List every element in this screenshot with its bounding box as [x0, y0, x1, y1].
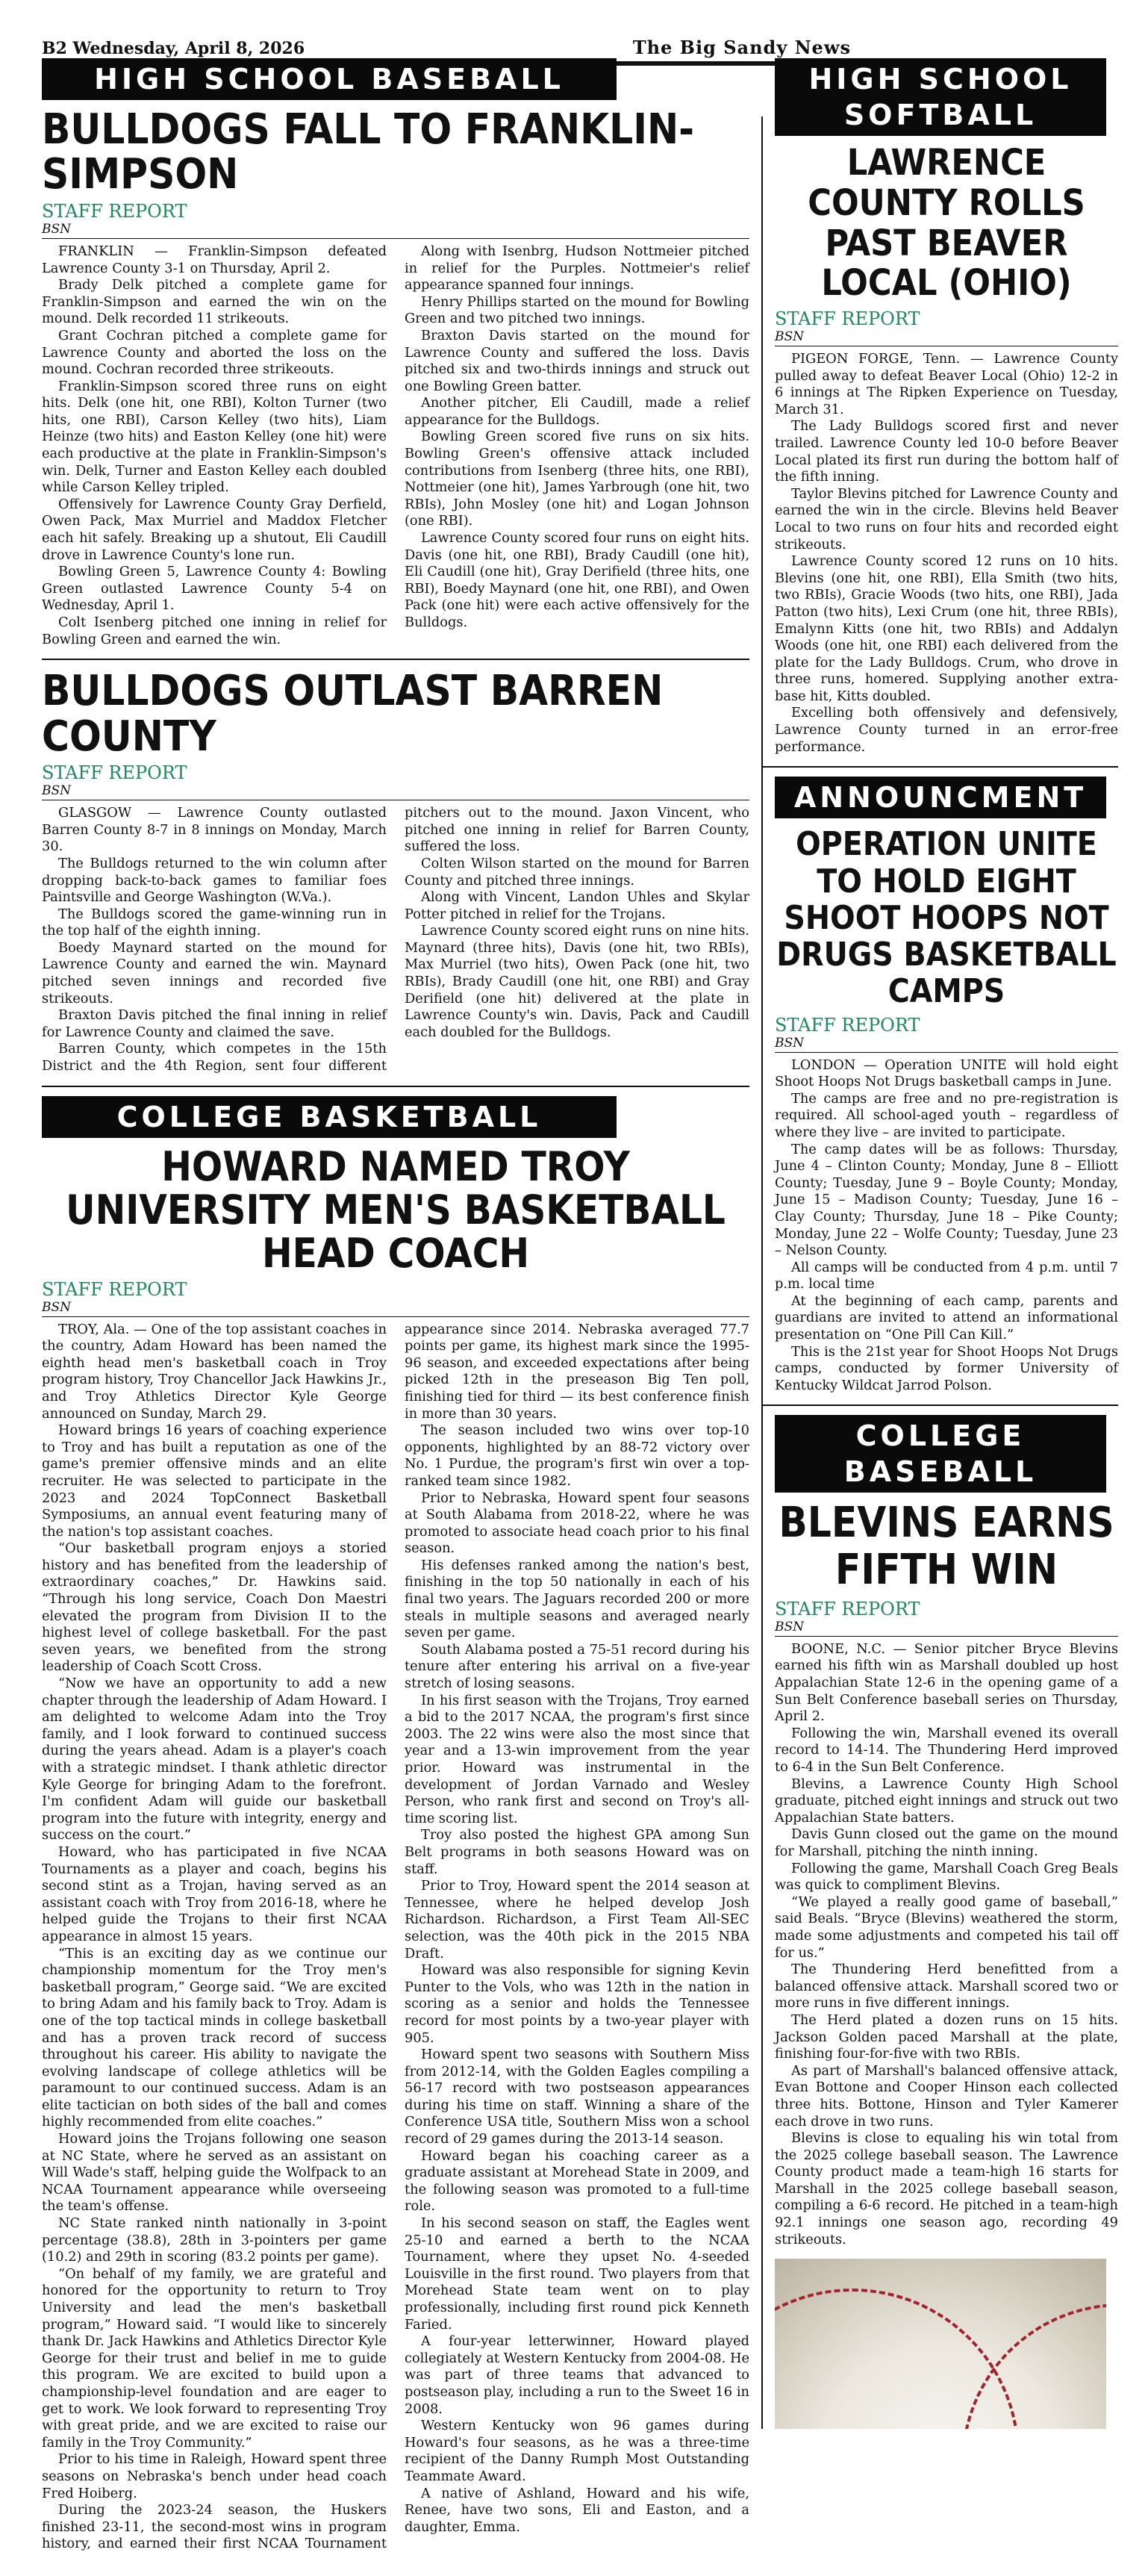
story-headline: BULLDOGS FALL TO FRANKLIN-SIMPSON — [42, 105, 695, 199]
paragraph: BOONE, N.C. — Senior pitcher Bryce Blevins earned his fifth win as Marshall doubled up host Appalachian State 12-6 in the opening game of a Sun Belt Conference baseball series on Thursday, April 2. — [775, 1640, 1118, 1725]
story-headline: BULLDOGS OUTLAST BARREN COUNTY — [42, 667, 664, 761]
paragraph: A native of Ashland, Howard and his wife, Renee, have two sons, Eli and Easton, and a daughter, Emma. — [405, 2485, 749, 2535]
story-howard-troy — [42, 1096, 749, 2553]
section-kicker: ANNOUNCMENT — [775, 777, 1106, 818]
byline: STAFF REPORT — [42, 200, 187, 222]
paragraph: Lawrence County scored eight runs on nine hits. Maynard (three hits), Davis (one hit, two RBIs), Max Murriel (two hits), Owen Pack (one hit, two RBIs), Brady Caudill (one hit, one RBI) and Gray Derifield (one hit) delivered at the plate in Lawrence County's win. Davis, Pack and Caudill each doubled for the Bulldogs. — [405, 923, 749, 1040]
paragraph: The Herd plated a dozen runs on 15 hits. Jackson Golden paced Marshall at the plate, finishing four-for-five with two RBIs. — [775, 2012, 1118, 2062]
byline: STAFF REPORT — [775, 1014, 920, 1036]
paragraph: This is the 21st year for Shoot Hoops Not Drugs camps, conducted by former University of Kentucky Wildcat Jarrod Polson. — [775, 1343, 1118, 1393]
paragraph: PIGEON FORGE, Tenn. — Lawrence County pulled away to defeat Beaver Local (Ohio) 12-2 in 6 innings at The Ripken Experience on Tuesday, March 31. — [775, 351, 1118, 417]
divider — [42, 1086, 749, 1087]
paragraph: Western Kentucky won 96 games during Howard's four seasons, as he was a three-time recipient of the Danny Rumph Most Outstanding Teammate Award. — [405, 2418, 749, 2484]
paragraph: The Thundering Herd benefitted from a balanced offensive attack. Marshall scored two or more runs in five different innings. — [775, 1961, 1118, 2012]
byline: STAFF REPORT — [42, 762, 187, 784]
divider — [763, 1404, 1118, 1406]
byline: STAFF REPORT — [42, 1278, 187, 1300]
paragraph: In his first season with the Trojans, Troy earned a bid to the 2017 NCAA, the program's first since 2003. The 22 wins were also the most since that year and a 13-win improvement from the year prior. Howard was instrumental in the development of Jordan Varnado and Wesley Person, who rank first and second on Troy's all-time scoring list. — [405, 1692, 749, 1826]
source-label: BSN — [42, 783, 749, 800]
source-label: BSN — [42, 1300, 749, 1317]
paragraph: Franklin-Simpson scored three runs on eight hits. Delk (one hit, one RBI), Kolton Turner (two hits, one RBI), Carson Kelley (two hits), Liam Heinze (two hits) and Easton Kelley (one hit) were each productive at the plate in Franklin-Simpson's win. Delk, Turner and Easton Kelley each doubled while Carson Kelley tripled. — [42, 378, 387, 496]
paragraph: Prior to Troy, Howard spent the 2014 season at Tennessee, where he helped develop Josh Richardson. Richardson, a First Team All-SEC selection, was the 40th pick in the 2015 NBA Draft. — [405, 1878, 749, 1961]
paragraph: Troy also posted the highest GPA among Sun Belt programs in both seasons Howard was on staff. — [405, 1827, 749, 1877]
byline: STAFF REPORT — [775, 1598, 920, 1620]
paragraph: Prior to Nebraska, Howard spent four seasons at South Alabama from 2018-22, where he was promoted to associate head coach prior to his final season. — [405, 1490, 749, 1557]
paragraph: Braxton Davis started on the mound for Lawrence County and suffered the loss. Davis pitched six and two-thirds innings and struck out one Bowling Green batter. — [405, 327, 749, 394]
paragraph: Davis Gunn closed out the game on the mound for Marshall, pitching the ninth inning. — [775, 1826, 1118, 1860]
paragraph: Along with Vincent, Landon Uhles and Skylar Potter pitched in relief for the Trojans. — [405, 889, 749, 922]
paragraph: Braxton Davis pitched the final inning in relief for Lawrence County and claimed the save. — [42, 1007, 387, 1040]
section-kicker: COLLEGE BASEBALL — [775, 1415, 1106, 1493]
story-bulldogs-barren — [42, 669, 749, 1074]
sidebar-column — [761, 63, 1118, 2429]
paragraph: The Lady Bulldogs scored first and never trailed. Lawrence County led 10-0 before Beaver Local plated its first run during the bottom half of the fifth inning. — [775, 418, 1118, 485]
paragraph: At the beginning of each camp, parents and guardians are invited to attend an informational presentation on “One Pill Can Kill.” — [775, 1292, 1118, 1343]
paragraph: “Our basketball program enjoys a storied history and has benefited from the leadership of extraordinary coaches,” Dr. Hawkins said. “Through his long service, Coach Don Maestri elevated the program from Division II to the highest level of college basketball. For the past seven years, we benefited from the strong leadership of Coach Scott Cross. — [42, 1540, 387, 1675]
story-body — [775, 351, 1118, 756]
paragraph: In his second season on staff, the Eagles went 25-10 and earned a berth to the NCAA Tournament, where they upset No. 4-seeded Louisville in the first round. Two players from that Morehead State team went on to play professionally, including first round pick Kenneth Faried. — [405, 2215, 749, 2333]
paragraph: GLASGOW — Lawrence County outlasted Barren County 8-7 in 8 innings on Monday, March 30. — [42, 805, 387, 855]
paragraph: LONDON — Operation UNITE will hold eight Shoot Hoops Not Drugs basketball camps in June. — [775, 1057, 1118, 1090]
story-bulldogs-franklin — [42, 58, 749, 648]
main-column — [42, 63, 749, 2553]
paragraph: Another pitcher, Eli Caudill, made a relief appearance for the Bulldogs. — [405, 395, 749, 428]
paragraph: During the 2023-24 season, the Huskers finished 23-11, the second-most wins in program history, and earned their first NCAA Tournament appearance since 2014. Nebraska averaged 77.7 points per game, its highest mark since the 1995-96 season, and exceeded expectations after being picked 12th in the preseason Big Ten poll, finishing tied for third — its best conference finish in more than 30 years. — [42, 1321, 749, 2552]
paragraph: Barren County, which competes in the 15th District and the 4th Region, sent four different pitchers out to the mound. Jaxon Vincent, who pitched one inning in relief for Barren County, suffered the loss. — [42, 805, 749, 1074]
paragraph: FRANKLIN — Franklin-Simpson defeated Lawrence County 3-1 on Thursday, April 2. — [42, 243, 387, 276]
story-headline: LAWRENCE COUNTY ROLLS PAST BEAVER LOCAL (OHIO) — [808, 142, 1085, 305]
paragraph: Howard spent two seasons with Southern Miss from 2012-14, with the Golden Eagles compiling a 56-17 record with two postseason appearances during his time on staff. Winning a share of the Conference USA title, Southern Miss won a school record of 29 games during the 2013-14 season. — [405, 2047, 749, 2147]
paragraph: Howard, who has participated in five NCAA Tournaments as a player and coach, begins his second stint as a Trojan, having served as an assistant coach with Troy from 2016-18, where he helped guide the Trojans to their first NCAA appearance in almost 15 years. — [42, 1844, 387, 1944]
paragraph: All camps will be conducted from 4 p.m. until 7 p.m. local time — [775, 1259, 1118, 1292]
story-headline: BLEVINS EARNS FIFTH WIN — [779, 1499, 1114, 1595]
paragraph: “This is an exciting day as we continue our championship momentum for the Troy men's basketball program,” George said. “We are excited to bring Adam and his family back to Troy. Adam is one of the top tactical minds in college basketball and has a proven track record of success throughout his career. His ability to navigate the evolving landscape of college athletics will be paramount to our continued success. Adam is an elite tactician on both sides of the ball and comes highly recommended from elite coaches.” — [42, 1945, 387, 2130]
paragraph: His defenses ranked among the nation's best, finishing in the top 50 nationally in each of his final two years. The Jaguars recorded 200 or more steals in multiple seasons and averaged nearly seven per game. — [405, 1557, 749, 1641]
story-headline: HOWARD NAMED TROY UNIVERSITY MEN'S BASKETBALL HEAD COACH — [66, 1142, 726, 1278]
paragraph: “Now we have an opportunity to add a new chapter through the leadership of Adam Howard. I am delighted to welcome Adam into the Troy family, and I look forward to continued success during the years ahead. Adam is a player's coach with a strategic mindset. I thank athletic director Kyle George for bringing Adam to the forefront. I'm confident Adam will guide our basketball program into the future with integrity, energy and success on the court.” — [42, 1676, 387, 1844]
story-headline: OPERATION UNITE TO HOLD EIGHT SHOOT HOOPS NOT DRUGS BASKETBALL CAMPS — [776, 825, 1117, 1011]
paragraph: “On behalf of my family, we are grateful and honored for the opportunity to return to Troy University and lead the men's basketball program,” Howard said. “I would like to sincerely thank Dr. Jack Hawkins and Athletics Director Kyle George for their trust and belief in me to guide this program. We are excited to build upon a championship-level foundation and are eager to get to work. We look forward to representing Troy with great pride, and we are excited to raise our family in the Troy Community.” — [42, 2265, 387, 2451]
story-softball — [775, 58, 1118, 756]
paragraph: Offensively for Lawrence County Gray Derfield, Owen Pack, Max Murriel and Maddox Fletcher each hit safely. Breaking up a shutout, Eli Caudill drove in Lawrence County's lone run. — [42, 496, 387, 563]
paragraph: Following the game, Marshall Coach Greg Beals was quick to compliment Blevins. — [775, 1860, 1118, 1894]
section-kicker: HIGH SCHOOL BASEBALL — [42, 58, 617, 100]
paragraph: Bowling Green scored five runs on six hits. Bowling Green's offensive attack included contributions from Isenberg (three hits, one RBI), Nottmeier (one hit), James Yarbrough (one hit, two RBIs), John Mosley (one hit) and Logan Johnson (one RBI). — [405, 429, 749, 529]
story-body — [775, 1641, 1118, 2248]
story-body — [42, 243, 749, 648]
source-label: BSN — [775, 329, 1118, 346]
paragraph: NC State ranked ninth nationally in 3-point percentage (38.8), 28th in 3-pointers per game (10.2) and 29th in scoring (83.2 points per game). — [42, 2215, 387, 2265]
paragraph: Blevins is close to equaling his win total from the 2025 college baseball season. The Lawrence County product made a team-high 16 starts for Marshall in the 2025 college baseball season, compiling a 6-6 record. He pitched in a team-high 92.1 innings one season ago, recording 49 strikeouts. — [775, 2130, 1118, 2247]
baseball-photo — [775, 2259, 1106, 2429]
paragraph: Colt Isenberg pitched one inning in relief for Bowling Green and earned the win. — [42, 615, 387, 647]
divider — [763, 766, 1118, 768]
story-college-baseball — [775, 1415, 1118, 2429]
paragraph: Howard was also responsible for signing Kevin Punter to the Vols, who was 12th in the nation in scoring as a senior and holds the Tennessee record for most points by a two-year player with 905. — [405, 1962, 749, 2046]
paragraph: Along with Isenbrg, Hudson Nottmeier pitched in relief for the Purples. Nottmeier's relief appearance spanned four innings. — [405, 243, 749, 293]
paragraph: Colten Wilson started on the mound for Barren County and pitched three innings. — [405, 855, 749, 889]
paragraph: Following the win, Marshall evened its overall record to 14-14. The Thundering Herd improved to 6-4 in the Sun Belt Conference. — [775, 1725, 1118, 1776]
story-body — [42, 1322, 749, 2553]
paragraph: The Bulldogs scored the game-winning run in the top half of the eighth inning. — [42, 906, 387, 939]
story-announcement — [775, 777, 1118, 1394]
source-label: BSN — [775, 1620, 1118, 1637]
divider — [42, 659, 749, 660]
publication-name: The Big Sandy News — [632, 37, 851, 58]
paragraph: The season included two wins over top-10 opponents, highlighted by an 88-72 victory over No. 1 Purdue, the program's first win over a top-ranked team since 1982. — [405, 1422, 749, 1489]
paragraph: The camps are free and no pre-registration is required. All school-aged youth – regardless of where they live – are invited to participate. — [775, 1090, 1118, 1140]
paragraph: Excelling both offensively and defensively, Lawrence County turned in an error-free performance. — [775, 705, 1118, 755]
paragraph: Prior to his time in Raleigh, Howard spent three seasons on Nebraska's bench under head coach Fred Hoiberg. — [42, 2451, 387, 2501]
paragraph: Grant Cochran pitched a complete game for Lawrence County and aborted the loss on the mound. Cochran recorded three strikeouts. — [42, 327, 387, 378]
byline: STAFF REPORT — [775, 308, 920, 329]
paragraph: A four-year letterwinner, Howard played collegiately at Western Kentucky from 2004-08. He was part of three teams that advanced to postseason play, including a run to the Sweet 16 in 2008. — [405, 2333, 749, 2417]
page-label: B2 Wednesday, April 8, 2026 — [42, 39, 305, 58]
paragraph: Blevins, a Lawrence County High School graduate, pitched eight innings and struck out two Appalachian State batters. — [775, 1776, 1118, 1826]
section-kicker: HIGH SCHOOL SOFTBALL — [775, 58, 1106, 136]
paragraph: TROY, Ala. — One of the top assistant coaches in the country, Adam Howard has been named the eighth head men's basketball coach in Troy program history, Troy Chancellor Jack Hawkins Jr., and Troy Athletics Director Kyle George announced on Sunday, March 29. — [42, 1321, 387, 1422]
paragraph: Lawrence County scored 12 runs on 10 hits. Blevins (one hit, one RBI), Ella Smith (two hits, two RBIs), Gracie Woods (two hits, one RBI), Jada Patton (two hits), Lexi Crum (one hit, three RBIs), Emalynn Kitts (one hit, two RBIs) and Addalyn Woods (one hit, one RBI) each delivered from the plate for the Lady Bulldogs. Crum, who drove in three runs, homered. Supplying another extra-base hit, Kitts doubled. — [775, 553, 1118, 704]
paragraph: Lawrence County scored four runs on eight hits. Davis (one hit, one RBI), Brady Caudill (one hit), Eli Caudill (one hit), Gray Derifield (three hits, one RBI), Boedy Maynard (one hit, one RBI), and Owen Pack (one hit) were each active offensively for the Bulldogs. — [405, 530, 749, 630]
paragraph: Bowling Green 5, Lawrence County 4: Bowling Green outlasted Lawrence County 5-4 on Wednesday, April 1. — [42, 564, 387, 614]
paragraph: Howard brings 16 years of coaching experience to Troy and has built a reputation as one of the game's premier offensive minds and an elite recruiter. He was selected to participate in the 2023 and 2024 TopConnect Basketball Symposiums, an annual event featuring many of the nation's top assistant coaches. — [42, 1422, 387, 1540]
paragraph: Taylor Blevins pitched for Lawrence County and earned the win in the circle. Blevins held Beaver Local to two runs on four hits and recorded eight strikeouts. — [775, 485, 1118, 553]
source-label: BSN — [42, 222, 749, 239]
paragraph: The Bulldogs returned to the win column after dropping back-to-back games to familiar foes Paintsville and George Washington (W.Va.). — [42, 855, 387, 906]
source-label: BSN — [775, 1036, 1118, 1053]
paragraph: Howard began his coaching career as a graduate assistant at Morehead State in 2009, and the following season was promoted to a full-time role. — [405, 2147, 749, 2215]
paragraph: As part of Marshall's balanced offensive attack, Evan Bottone and Cooper Hinson each collected three hits. Bottone, Hinson and Tyler Kamerer each drove in two runs. — [775, 2062, 1118, 2129]
paragraph: South Alabama posted a 75-51 record during his tenure after entering his arrival on a five-year stretch of losing seasons. — [405, 1641, 749, 1692]
paragraph: “We played a really good game of baseball,” said Beals. “Bryce (Blevins) weathered the storm, made some adjustments and competed his tail off for us.” — [775, 1894, 1118, 1961]
story-body — [42, 805, 749, 1075]
paragraph: Howard joins the Trojans following one season at NC State, where he served as an assistant on Will Wade's staff, helping guide the Wolfpack to an NCAA Tournament appearance while overseeing the team's offense. — [42, 2131, 387, 2215]
paragraph: Boedy Maynard started on the mound for Lawrence County and earned the win. Maynard pitched seven innings and recorded five strikeouts. — [42, 939, 387, 1007]
story-body — [775, 1057, 1118, 1395]
paragraph: Henry Phillips started on the mound for Bowling Green and two pitched two innings. — [405, 293, 749, 327]
page-header — [42, 28, 1105, 58]
section-kicker: COLLEGE BASKETBALL — [42, 1096, 617, 1138]
newspaper-page — [42, 28, 1118, 2552]
paragraph: The camp dates will be as follows: Thursday, June 4 – Clinton County; Monday, June 8 – Elliott County; Tuesday, June 9 – Boyle County; Monday, June 15 – Madison County; Tuesday, June 16 – Clay County; Thursday, June 18 – Pike County; Monday, June 22 – Wolfe County; Tuesday, June 23 – Nelson County. — [775, 1141, 1118, 1259]
paragraph: Brady Delk pitched a complete game for Franklin-Simpson and earned the win on the mound. Delk recorded 11 strikeouts. — [42, 277, 387, 327]
